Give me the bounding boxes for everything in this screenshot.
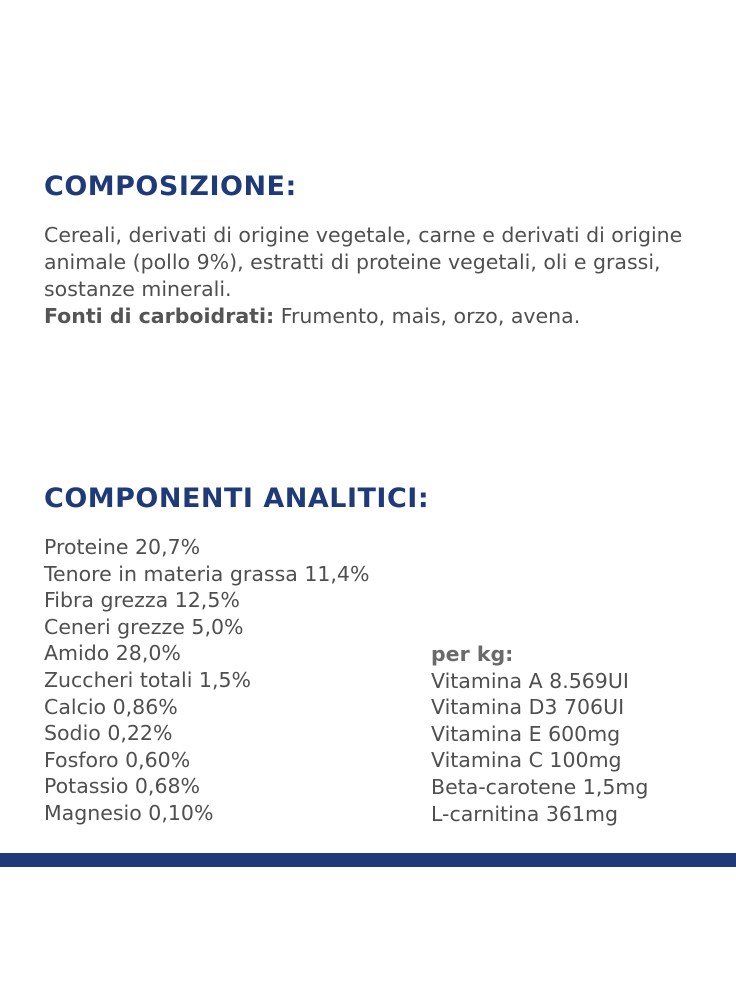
analytics-item-sodium: Sodio 0,22% xyxy=(44,721,173,746)
analytics-item-fat: Tenore in materia grassa 11,4% xyxy=(44,561,370,586)
carb-sources-text: Frumento, mais, orzo, avena. xyxy=(274,304,581,328)
analytics-item-protein: Proteine 20,7% xyxy=(44,535,201,559)
vitamin-item-beta-carotene: Beta-carotene 1,5mg xyxy=(431,774,649,799)
vitamin-item-a: Vitamina A 8.569UI xyxy=(431,668,629,693)
footer-bar xyxy=(0,853,736,867)
carb-sources-label: Fonti di carboidrati: xyxy=(44,304,275,328)
composition-text xyxy=(44,222,724,330)
analytics-item-calcium: Calcio 0,86% xyxy=(44,694,178,719)
analytics-item-sugars: Zuccheri totali 1,5% xyxy=(44,667,251,692)
vitamin-item-e: Vitamina E 600mg xyxy=(431,721,621,746)
composition-heading: COMPOSIZIONE: xyxy=(44,171,297,202)
vitamin-item-l-carnitine: L-carnitina 361mg xyxy=(431,801,618,826)
analytics-item-phosphorus: Fosforo 0,60% xyxy=(44,747,191,772)
analytics-list xyxy=(44,534,369,827)
analytics-heading: COMPONENTI ANALITICI: xyxy=(44,483,430,514)
vitamin-item-d3: Vitamina D3 706UI xyxy=(431,695,625,720)
analytics-item-magnesium: Magnesio 0,10% xyxy=(44,800,214,825)
vitamin-item-c: Vitamina C 100mg xyxy=(431,748,622,773)
composition-ingredients: Cereali, derivati di origine vegetale, carne e derivati di origine animale (pollo 9%), estratti di proteine vegetali, oli e grassi, sostanze minerali. xyxy=(44,223,683,301)
analytics-item-fiber: Fibra grezza 12,5% xyxy=(44,588,240,613)
vitamins-header: per kg: xyxy=(431,642,514,666)
analytics-item-starch: Amido 28,0% xyxy=(44,641,181,666)
analytics-item-potassium: Potassio 0,68% xyxy=(44,774,201,799)
vitamins-list xyxy=(431,641,648,827)
analytics-item-ash: Ceneri grezze 5,0% xyxy=(44,614,244,639)
